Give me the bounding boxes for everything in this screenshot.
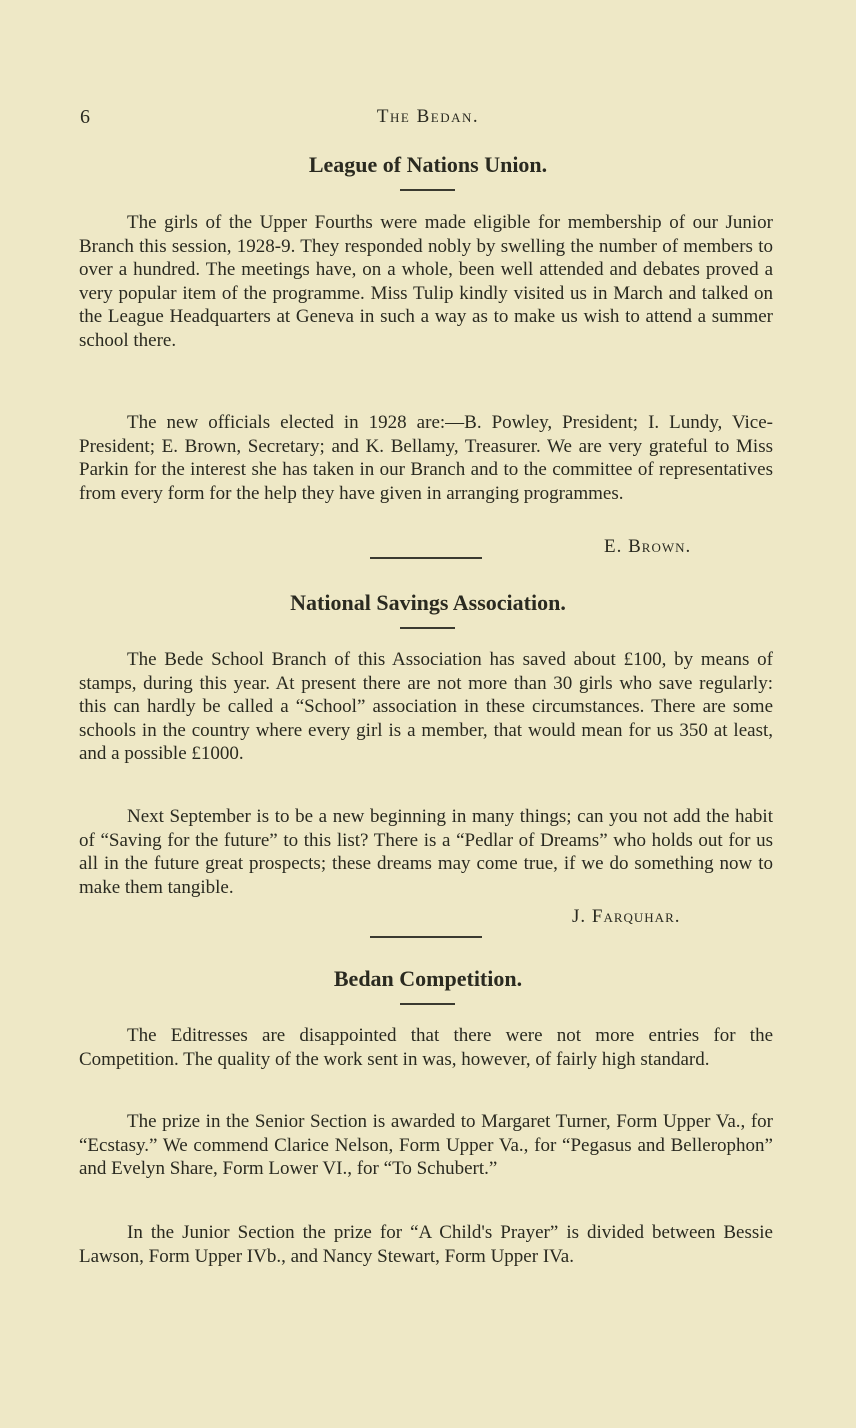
paragraph: The new officials elected in 1928 are:—B. Powley, President; I. Lundy, Vice-President; E. Brown, Secretary; and K. Bellamy, Treasurer. We are very grateful to Miss Parkin for the interest she has taken in our Branch and to the committee of representatives from every form for the help they have given in arranging programmes.: [79, 412, 773, 504]
section-end-rule: [370, 936, 482, 938]
title-rule: [400, 627, 455, 629]
paragraph: Next September is to be a new beginning in many things; can you not add the habit of “Saving for the future” to this list? There is a “Pedlar of Dreams” who holds out for us all in the future great prospects; these dreams may come true, if we do something now to make them tangible.: [79, 806, 773, 898]
section-title-savings: National Savings Association.: [290, 590, 566, 615]
page-number: 6: [80, 106, 90, 128]
paragraph: The girls of the Upper Fourths were made eligible for membership of our Junior Branch this session, 1928-9. They responded nobly by swelling the number of members to over a hundred. The meetings have, on a whole, been well attended and debates proved a very popular item of the programme. Miss Tulip kindly visited us in March and talked on the League Headquarters at Geneva in such a way as to make us wish to attend a summer school there.: [79, 212, 773, 351]
running-title: The Bedan.: [376, 106, 480, 127]
section-end-rule: [370, 557, 482, 559]
signature: J. Farquhar.: [572, 906, 681, 927]
paragraph: The Editresses are disappointed that there were not more entries for the Competition. The quality of the work sent in was, however, of fairly high standard.: [79, 1025, 773, 1070]
section-title-league: League of Nations Union.: [308, 152, 548, 177]
paragraph: The Bede School Branch of this Association has saved about £100, by means of stamps, during this year. At present there are not more than 30 girls who save regularly: this can hardly be called a “School” association in these circumstances. There are some schools in the country where every girl is a member, that would mean for us 350 at least, and a possible £1000.: [79, 649, 773, 764]
paragraph: In the Junior Section the prize for “A Child's Prayer” is divided between Bessie Lawson, Form Upper IVb., and Nancy Stewart, Form Upper IVa.: [79, 1222, 773, 1267]
signature: E. Brown.: [604, 536, 692, 557]
title-rule: [400, 189, 455, 191]
paragraph: The prize in the Senior Section is awarded to Margaret Turner, Form Upper Va., for “Ecstasy.” We commend Clarice Nelson, Form Upper Va., for “Pegasus and Bellerophon” and Evelyn Share, Form Lower VI., for “To Schubert.”: [79, 1111, 773, 1179]
title-rule: [400, 1003, 455, 1005]
section-title-competition: Bedan Competition.: [333, 966, 523, 991]
